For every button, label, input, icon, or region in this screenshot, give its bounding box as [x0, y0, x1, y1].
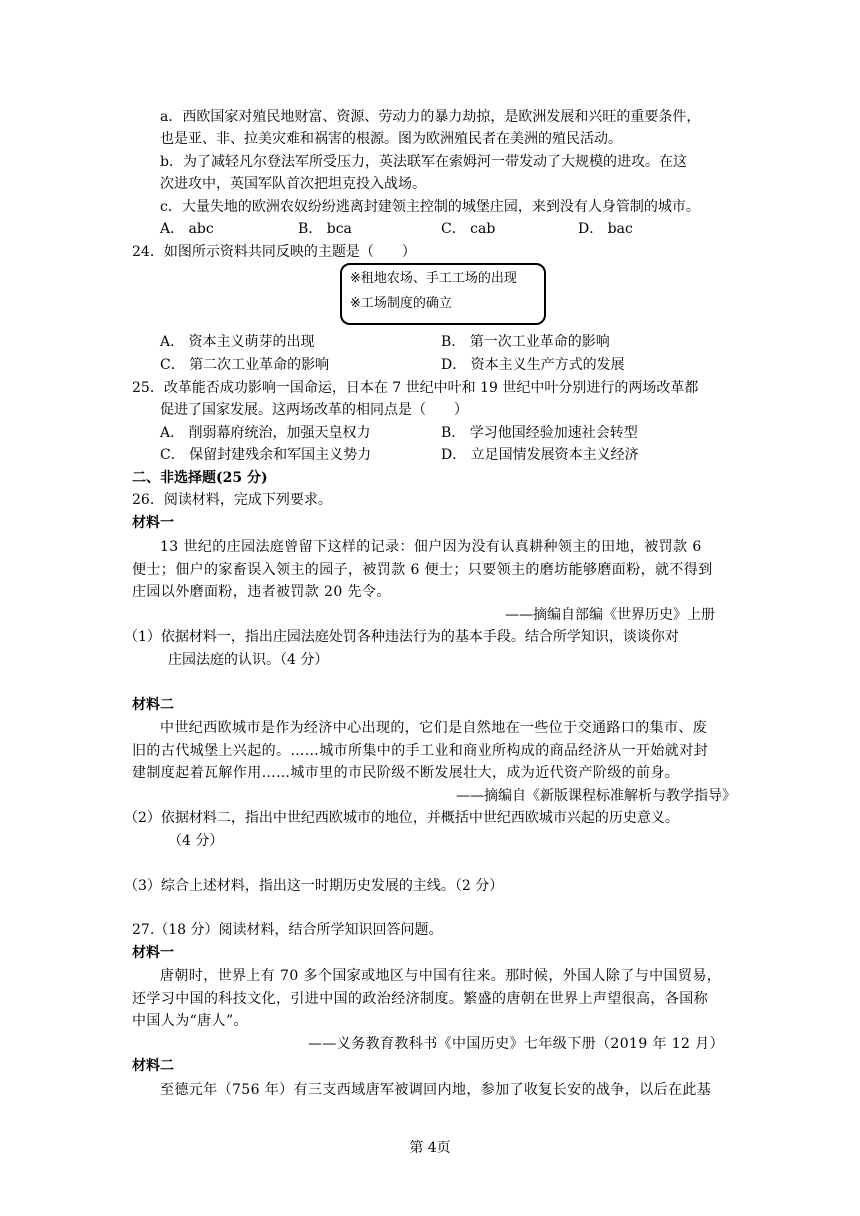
q26-question1-line2: 庄园法庭的认识。（4 分） [168, 652, 329, 668]
q26-material2-line1: 中世纪西欧城市是作为经济中心出现的，它们是自然地在一些位于交通路口的集市、废 [160, 720, 708, 736]
q23-item-c-line1: c．大量失地的欧洲农奴纷纷逃离封建领主控制的城堡庄园，来到没有人身管制的城市。 [160, 199, 700, 215]
q27-stem: 27.（18 分）阅读材料，结合所学知识回答问题。 [132, 922, 443, 938]
q26-question3: （3）综合上述材料，指出这一时期历史发展的主线。（2 分） [124, 878, 504, 894]
q27-material1-source: ——义务教育教科书《中国历史》七年级下册（2019 年 12 月） [308, 1036, 724, 1052]
q25-stem-line2: 促进了国家发展。这两场改革的相同点是（ ） [160, 402, 468, 418]
q27-material1-line2: 还学习中国的科技文化，引进中国的政治经济制度。繁盛的唐朝在世界上声望很高，各国称 [132, 991, 708, 1007]
q26-question1-line1: （1）依据材料一，指出庄园法庭处罚各种违法行为的基本手段。结合所学知识，谈谈你对 [124, 629, 679, 645]
q26-material1-line3: 庄园以外磨面粉，违者被罚款 20 先令。 [132, 584, 391, 600]
q24-box-line1: ※租地农场、手工工场的出现 [350, 271, 517, 286]
q26-material1-source: ——摘编自部编《世界历史》上册 [505, 607, 715, 623]
q25-option-c: C． 保留封建残余和军国主义势力 [160, 447, 372, 463]
q27-material1-line3: 中国人为“唐人”。 [132, 1013, 248, 1029]
q25-stem-line1: 25．改革能否成功影响一国命运，日本在 7 世纪中叶和 19 世纪中叶分别进行的两场改革都 [132, 380, 699, 396]
q26-question2-line2: （4 分） [168, 833, 224, 849]
q24-option-c: C． 第二次工业革命的影响 [160, 357, 330, 373]
q25-option-d: D． 立足国情发展资本主义经济 [441, 447, 639, 463]
q26-material2-line2: 旧的古代城堡上兴起的。……城市所集中的手工业和商业所构成的商品经济从一开始就对封 [132, 743, 708, 759]
q24-option-d: D． 资本主义生产方式的发展 [441, 357, 625, 373]
q26-material1-line1: 13 世纪的庄园法庭曾留下这样的记录：佃户因为没有认真耕种领主的田地，被罚款 6 [160, 539, 702, 555]
q26-stem: 26．阅读材料，完成下列要求。 [132, 492, 332, 508]
q23-option-b: B． bca [298, 221, 352, 237]
q25-option-a: A． 削弱幕府统治，加强天皇权力 [160, 425, 371, 441]
q27-material2-title: 材料二 [132, 1058, 174, 1074]
q26-material2-line3: 建制度起着瓦解作用……城市里的市民阶级不断发展壮大，成为近代资产阶级的前身。 [132, 765, 680, 781]
q23-option-c: C． cab [441, 221, 496, 237]
q23-item-b-line1: b．为了减轻凡尔登法军所受压力，英法联军在索姆河一带发动了大规模的进攻。在这 [160, 154, 687, 170]
q27-material1-title: 材料一 [132, 945, 174, 961]
q24-option-b: B． 第一次工业革命的影响 [441, 334, 610, 350]
q27-material2-line1: 至德元年（756 年）有三支西域唐军被调回内地，参加了收复长安的战争，以后在此基 [160, 1082, 712, 1098]
q24-option-a: A． 资本主义萌芽的出现 [160, 334, 315, 350]
q23-item-a-line1: a．西欧国家对殖民地财富、资源、劳动力的暴力劫掠，是欧洲发展和兴旺的重要条件， [160, 109, 701, 125]
q24-stem: 24．如图所示资料共同反映的主题是（ ） [132, 244, 416, 260]
q25-option-b: B． 学习他国经验加速社会转型 [441, 425, 638, 441]
q27-material1-line1: 唐朝时，世界上有 70 多个国家或地区与中国有往来。那时候，外国人除了与中国贸易， [160, 968, 722, 984]
q23-option-d: D． bac [578, 221, 633, 237]
q26-material2-title: 材料二 [132, 697, 174, 713]
page-number: 第 4页 [409, 1140, 451, 1156]
q26-question2-line1: （2）依据材料二，指出中世纪西欧城市的地位，并概括中世纪西欧城市兴起的历史意义。 [124, 810, 679, 826]
q24-material-box [340, 263, 546, 325]
q23-option-a: A． abc [160, 221, 214, 237]
section-heading: 二、非选择题(25 分) [132, 470, 268, 486]
q26-material1-title: 材料一 [132, 515, 174, 531]
q26-material1-line2: 便士；佃户的家畜误入领主的园子，被罚款 6 便士；只要领主的磨坊能够磨面粉，就不得到 [132, 562, 713, 578]
q24-box-line2: ※工场制度的确立 [350, 296, 452, 311]
q23-item-a-line2: 也是亚、非、拉美灾难和祸害的根源。图为欧洲殖民者在美洲的殖民活动。 [160, 131, 622, 147]
q23-item-b-line2: 次进攻中，英国军队首次把坦克投入战场。 [160, 176, 426, 192]
q26-material2-source: ——摘编自《新版课程标准解析与教学指导》 [456, 788, 736, 804]
